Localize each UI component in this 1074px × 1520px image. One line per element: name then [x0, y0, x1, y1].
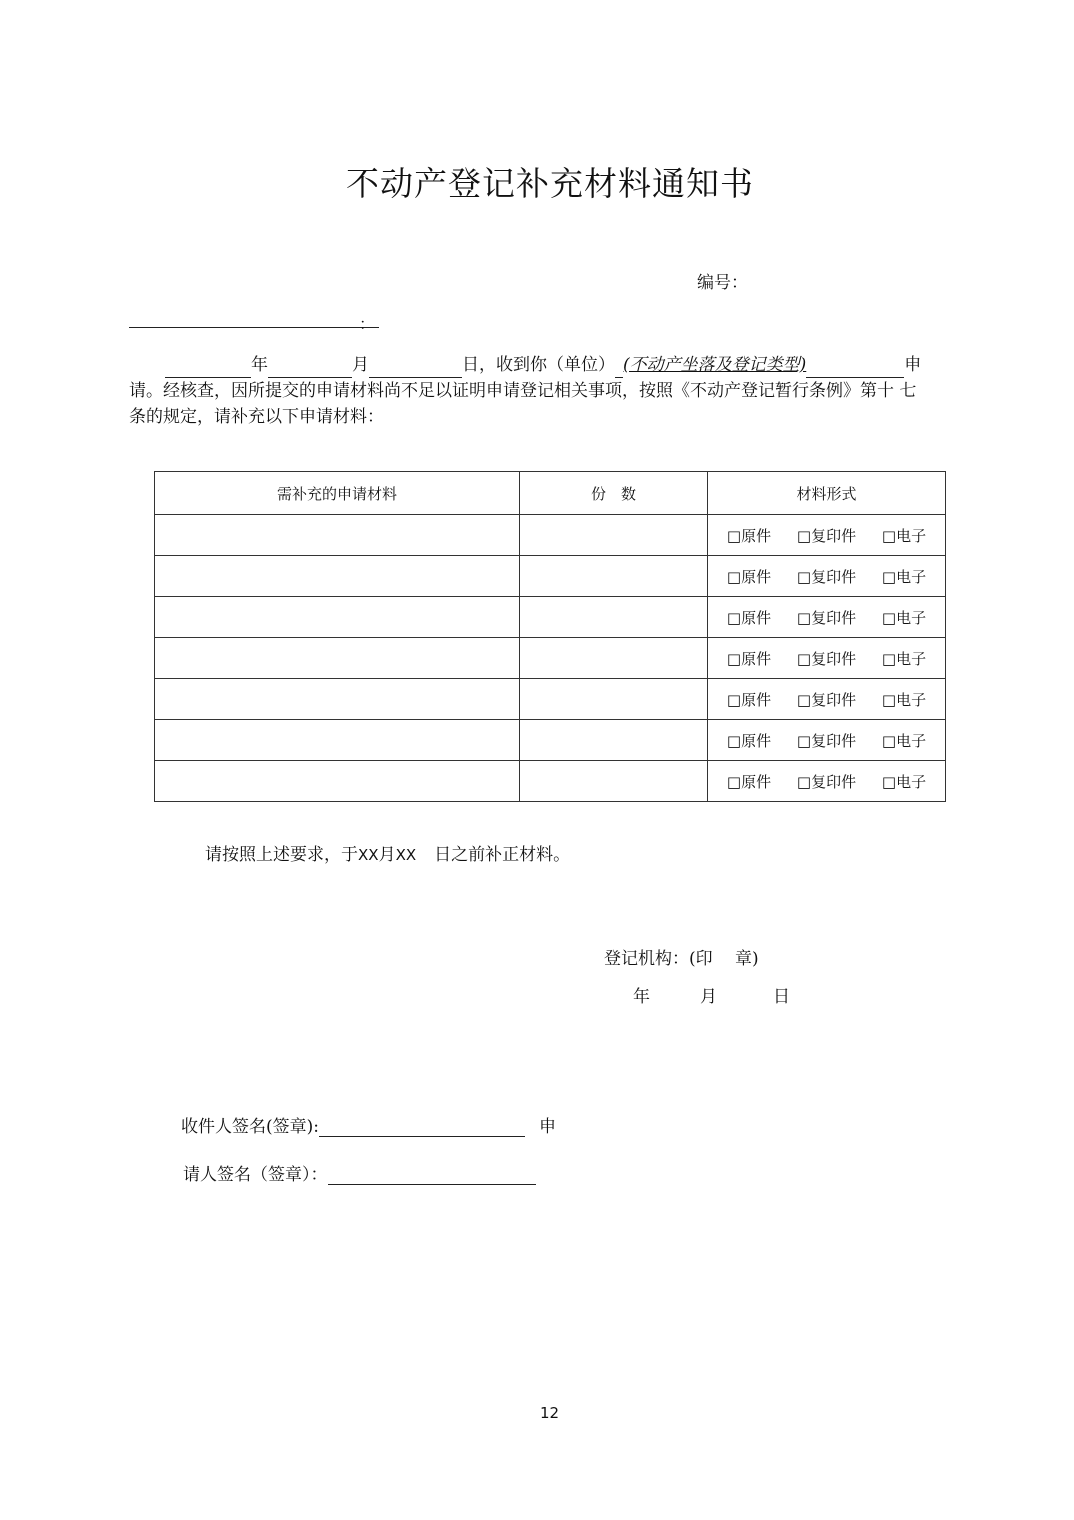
material-cell[interactable]: [155, 638, 520, 679]
table-header-row: [155, 472, 946, 515]
count-cell[interactable]: [520, 638, 708, 679]
material-cell[interactable]: [155, 515, 520, 556]
copy-checkbox[interactable]: □复印件: [796, 649, 857, 668]
intro-paragraph-line-3: 条的规定，请补充以下申请材料：: [129, 407, 384, 427]
registration-agency: 登记机构：(印 章): [604, 949, 759, 969]
table-row: [155, 556, 946, 597]
form-cell: [708, 638, 946, 679]
deadline-suffix: 日之前补正材料。: [434, 845, 571, 865]
receiver-signature: [181, 1112, 556, 1137]
material-cell[interactable]: [155, 597, 520, 638]
month-label: 月: [352, 355, 369, 375]
deadline-day-value: XX: [395, 846, 417, 864]
electronic-checkbox[interactable]: □电子: [881, 526, 927, 545]
issue-month-label: 月: [700, 987, 717, 1007]
addressee-colon: ：: [359, 315, 375, 333]
form-cell: [708, 515, 946, 556]
count-cell[interactable]: [520, 720, 708, 761]
count-cell[interactable]: [520, 556, 708, 597]
header-count: 份 数: [520, 472, 708, 515]
received-text: 日，收到你（单位）: [462, 355, 615, 375]
property-blank[interactable]: [806, 360, 904, 378]
applicant-signature-blank[interactable]: [328, 1167, 536, 1185]
deadline-month-value: XX: [358, 846, 379, 864]
month-blank[interactable]: [268, 360, 352, 378]
table-row: [155, 720, 946, 761]
day-blank[interactable]: [369, 360, 462, 378]
receiver-signature-label: 收件人签名(签章):: [181, 1117, 319, 1137]
table-row: [155, 761, 946, 802]
table-row: [155, 515, 946, 556]
material-cell[interactable]: [155, 556, 520, 597]
addressee-line[interactable]: [129, 313, 379, 333]
intro-paragraph-line-1: [129, 352, 974, 378]
deadline-month-label: 月: [378, 845, 396, 865]
form-cell: [708, 597, 946, 638]
electronic-checkbox[interactable]: □电子: [881, 608, 927, 627]
original-checkbox[interactable]: □原件: [726, 731, 772, 750]
form-cell: [708, 761, 946, 802]
count-cell[interactable]: [520, 515, 708, 556]
electronic-checkbox[interactable]: □电子: [881, 567, 927, 586]
applicant-signature-label: 请人签名（签章）：: [183, 1165, 328, 1185]
form-cell: [708, 556, 946, 597]
copy-checkbox[interactable]: □复印件: [796, 772, 857, 791]
table-row: [155, 679, 946, 720]
count-cell[interactable]: [520, 761, 708, 802]
original-checkbox[interactable]: □原件: [726, 649, 772, 668]
copy-checkbox[interactable]: □复印件: [796, 731, 857, 750]
year-blank[interactable]: [165, 360, 251, 378]
electronic-checkbox[interactable]: □电子: [881, 772, 927, 791]
original-checkbox[interactable]: □原件: [726, 567, 772, 586]
table-row: [155, 597, 946, 638]
property-placeholder[interactable]: (不动产坐落及登记类型): [623, 355, 807, 375]
applicant-signature: [183, 1160, 536, 1185]
original-checkbox[interactable]: □原件: [726, 772, 772, 791]
apply-tail: 申: [904, 355, 922, 375]
electronic-checkbox[interactable]: □电子: [881, 649, 927, 668]
material-cell[interactable]: [155, 761, 520, 802]
form-cell: [708, 679, 946, 720]
materials-table: [154, 471, 946, 802]
original-checkbox[interactable]: □原件: [726, 690, 772, 709]
count-cell[interactable]: [520, 679, 708, 720]
form-cell: [708, 720, 946, 761]
count-cell[interactable]: [520, 597, 708, 638]
receiver-tail: 申: [539, 1117, 556, 1137]
document-number-label: 编号：: [697, 273, 748, 293]
header-form: 材料形式: [708, 472, 946, 515]
deadline-text: [205, 840, 570, 865]
copy-checkbox[interactable]: □复印件: [796, 526, 857, 545]
copy-checkbox[interactable]: □复印件: [796, 567, 857, 586]
deadline-prefix: 请按照上述要求，于: [205, 845, 358, 865]
issue-year-label: 年: [633, 987, 650, 1007]
copy-checkbox[interactable]: □复印件: [796, 608, 857, 627]
issue-date: [633, 982, 790, 1007]
material-cell[interactable]: [155, 720, 520, 761]
copy-checkbox[interactable]: □复印件: [796, 690, 857, 709]
electronic-checkbox[interactable]: □电子: [881, 690, 927, 709]
electronic-checkbox[interactable]: □电子: [881, 731, 927, 750]
table-row: [155, 638, 946, 679]
intro-paragraph-line-2: 请。经核查，因所提交的申请材料尚不足以证明申请登记相关事项，按照《不动产登记暂行条例》第十 七: [129, 381, 917, 401]
issue-day-label: 日: [773, 987, 790, 1007]
receiver-signature-blank[interactable]: [319, 1119, 525, 1137]
original-checkbox[interactable]: □原件: [726, 608, 772, 627]
document-title: 不动产登记补充材料通知书: [346, 164, 754, 203]
original-checkbox[interactable]: □原件: [726, 526, 772, 545]
page-number: 12: [540, 1404, 560, 1422]
header-material: 需补充的申请材料: [155, 472, 520, 515]
year-label: 年: [251, 355, 268, 375]
addressee-blank[interactable]: [129, 313, 379, 333]
material-cell[interactable]: [155, 679, 520, 720]
